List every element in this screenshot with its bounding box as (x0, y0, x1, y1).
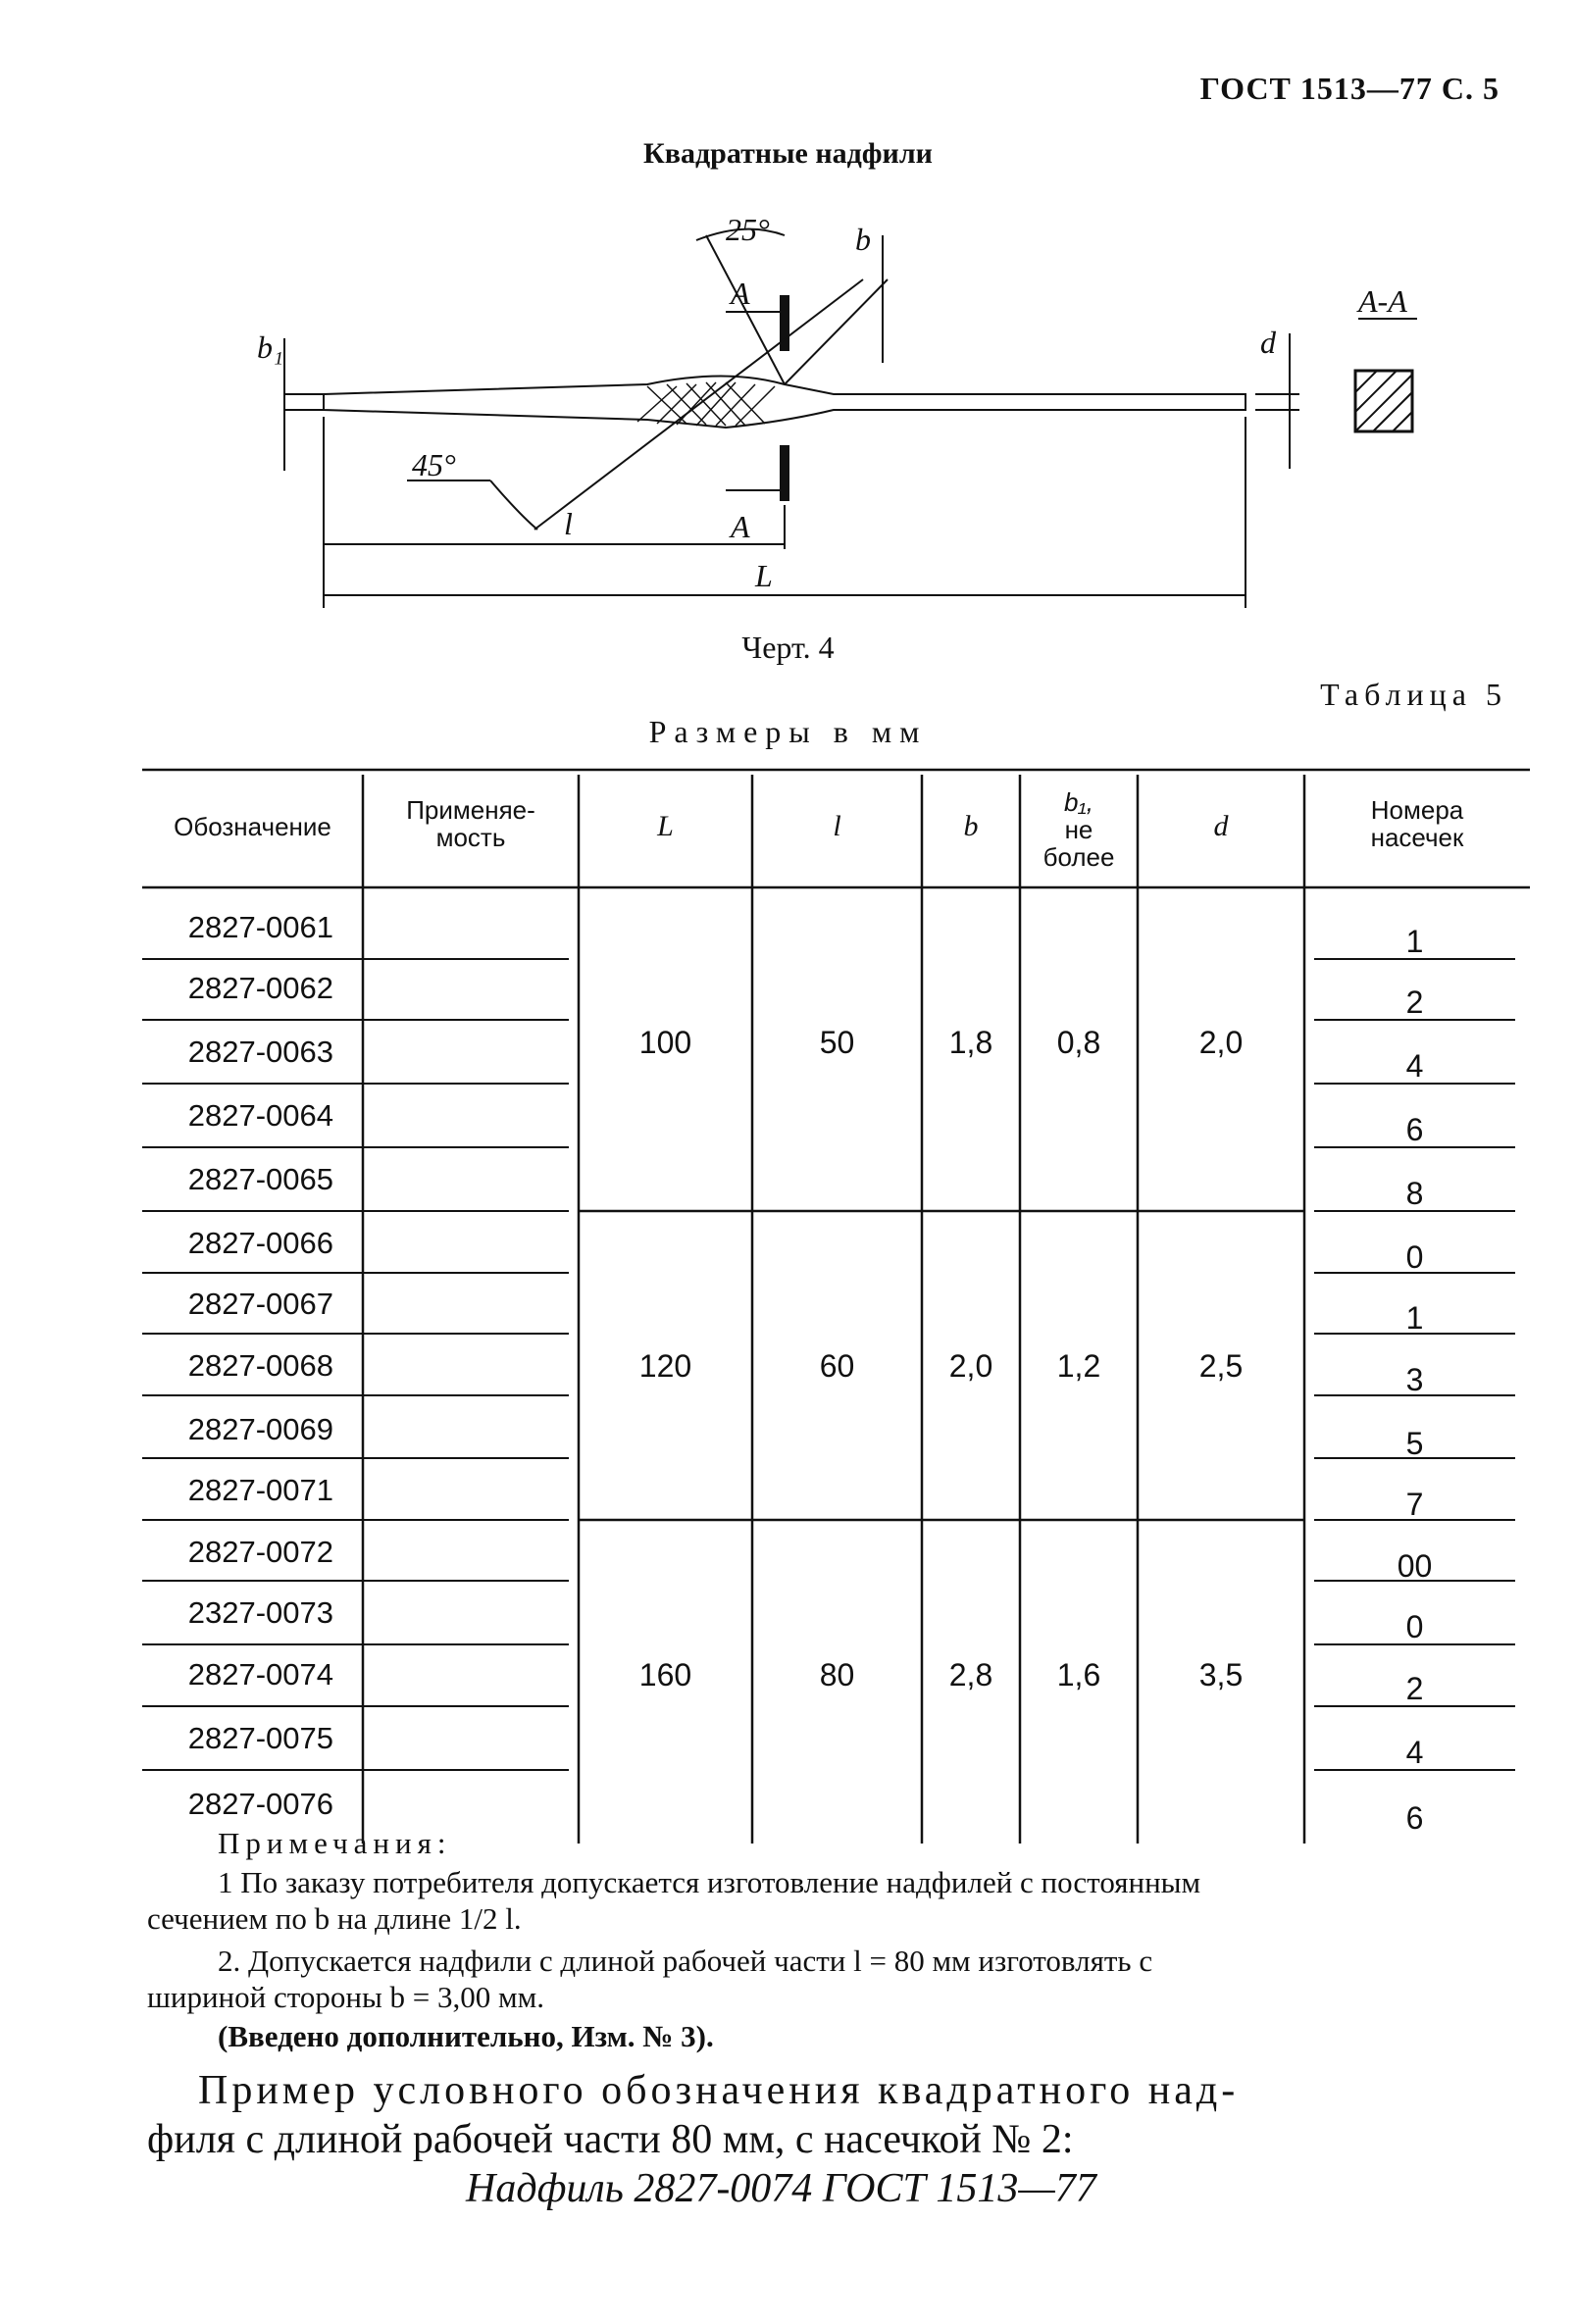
page-header: ГОСТ 1513—77 С. 5 (1199, 71, 1500, 106)
designation-cell: 2827-0071 (187, 1473, 333, 1507)
notch-cell: 2 (1405, 985, 1424, 1020)
group-b-value: 2,0 (948, 1348, 993, 1384)
label-section-aa: A-A (1358, 283, 1407, 319)
group-b1-value: 0,8 (1056, 1025, 1101, 1060)
header-b1-line3: более (1042, 842, 1115, 872)
file-drawing (0, 0, 1576, 628)
label-section-a-bottom: A (731, 509, 750, 544)
group-l-value: 60 (819, 1348, 855, 1384)
group-d-value: 3,5 (1198, 1657, 1244, 1692)
notch-cell: 1 (1405, 1300, 1424, 1336)
group-l-value: 80 (819, 1657, 855, 1692)
designation-cell: 2827-0072 (187, 1535, 333, 1569)
note-2-line1: 2. Допускается надфили с длиной рабочей части l = 80 мм изготовлять с (218, 1944, 1153, 1978)
notch-cell: 3 (1405, 1362, 1424, 1397)
notch-cell: 5 (1405, 1426, 1424, 1461)
designation-cell: 2827-0069 (187, 1412, 333, 1446)
header-b1 (1020, 788, 1138, 871)
section-title: Квадратные надфили (643, 137, 933, 170)
designation-cell: 2827-0076 (187, 1787, 333, 1821)
label-l: l (564, 506, 573, 541)
designation-cell: 2827-0063 (187, 1035, 333, 1069)
designation-cell: 2827-0068 (187, 1348, 333, 1383)
example-designation: Надфиль 2827-0074 ГОСТ 1513—77 (466, 2166, 1096, 2211)
group-d-value: 2,5 (1198, 1348, 1244, 1384)
note-2-line2: шириной стороны b = 3,00 мм. (147, 1980, 545, 2014)
group-b1-value: 1,6 (1056, 1657, 1101, 1692)
header-notch (1304, 796, 1530, 851)
notch-cell: 0 (1405, 1609, 1424, 1644)
drawing-caption: Черт. 4 (741, 630, 835, 665)
designation-cell: 2827-0067 (187, 1287, 333, 1321)
label-d: d (1260, 325, 1276, 360)
note-1-line1: 1 По заказу потребителя допускается изготовление надфилей с постоянным (218, 1865, 1201, 1899)
notch-cell: 8 (1405, 1176, 1424, 1211)
notch-cell: 2 (1405, 1671, 1424, 1706)
designation-cell: 2827-0074 (187, 1657, 333, 1692)
group-b-value: 1,8 (948, 1025, 993, 1060)
group-l-value: 160 (638, 1657, 692, 1692)
designation-cell: 2827-0065 (187, 1162, 333, 1196)
cross-section-hatch (1355, 371, 1412, 431)
designation-cell: 2827-0066 (187, 1226, 333, 1260)
designation-cell: 2827-0062 (187, 971, 333, 1005)
notch-cell: 4 (1405, 1735, 1424, 1770)
header-d: d (1213, 810, 1229, 842)
header-designation: Обозначение (174, 812, 331, 841)
notch-cell: 0 (1405, 1239, 1424, 1275)
header-b: b (963, 810, 979, 842)
section-mark-bottom (781, 446, 788, 500)
table-units: Размеры в мм (648, 714, 928, 749)
amendment-note: (Введено дополнительно, Изм. № 3). (218, 2019, 714, 2053)
header-notch-line2: насечек (1370, 823, 1464, 852)
header-L: L (657, 810, 674, 842)
designation-cell: 2827-0061 (187, 910, 333, 944)
designation-cell: 2827-0064 (187, 1098, 333, 1133)
notch-cell: 7 (1405, 1487, 1424, 1522)
header-notch-line1: Номера (1370, 795, 1464, 825)
notch-cell: 6 (1405, 1112, 1424, 1147)
note-1-line2: сечением по b на длине 1/2 l. (147, 1901, 522, 1936)
header-b1-line2: не (1064, 815, 1093, 844)
label-b1: b₁ (257, 329, 284, 365)
header-b1-line1: b₁, (1064, 787, 1093, 817)
label-b: b (855, 222, 871, 257)
group-l-value: 120 (638, 1348, 692, 1384)
example-line2: филя с длиной рабочей части 80 мм, с насечкой № 2: (147, 2117, 1074, 2162)
designation-cell: 2327-0073 (187, 1595, 333, 1630)
label-section-a-top: A (731, 276, 750, 311)
knurl-hatching (637, 382, 775, 426)
designation-cell: 2827-0075 (187, 1721, 333, 1755)
group-l-value: 100 (638, 1025, 692, 1060)
notch-cell: 00 (1397, 1548, 1433, 1584)
group-d-value: 2,0 (1198, 1025, 1244, 1060)
label-angle-45: 45° (412, 447, 456, 482)
example-line1: Пример условного обозначения квадратного над- (198, 2068, 1240, 2113)
header-l: l (833, 810, 841, 842)
group-b-value: 2,8 (948, 1657, 993, 1692)
notch-cell: 6 (1405, 1800, 1424, 1836)
group-l-value: 50 (819, 1025, 855, 1060)
notes-title: Примечания: (218, 1826, 452, 1860)
table-number: Таблица 5 (1320, 677, 1507, 712)
label-angle-25: 25° (726, 212, 770, 247)
header-applicability: Применяе-мость (406, 795, 535, 852)
notch-cell: 1 (1405, 924, 1424, 959)
label-L: L (755, 558, 773, 593)
notch-cell: 4 (1405, 1048, 1424, 1084)
group-b1-value: 1,2 (1056, 1348, 1101, 1384)
